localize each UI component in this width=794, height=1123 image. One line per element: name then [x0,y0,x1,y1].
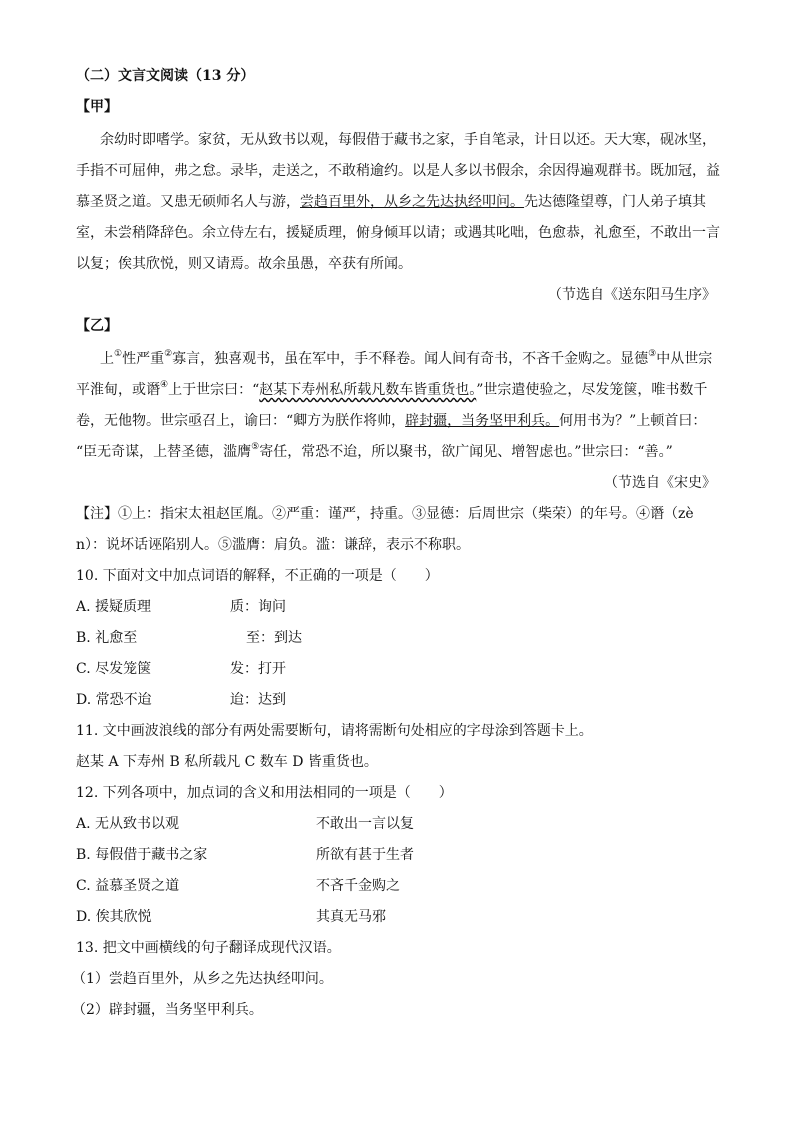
passage-jia-label: 【甲】 [76,99,118,115]
question-10-option-d-gloss: 迨：达到 [230,692,286,708]
question-12-stem: 12. 下列各项中，加点词的含义和用法相同的一项是（ ） [76,785,453,801]
question-10-option-b: B. 礼愈至 [76,630,138,646]
passage-jia-line: 手指不可屈伸，弗之怠。录毕，走送之，不敢稍逾约。以是人多以书假余，余因得遍观群书。既加冠，益 [76,163,720,179]
question-12-option-c: C. 益慕圣贤之道 [76,878,180,894]
passage-text: 中从世宗 [656,351,713,367]
question-10-option-b-gloss: 至：到达 [246,630,302,646]
passage-yi-line [76,411,706,431]
underlined-sentence-2: 辟封疆，当务坚甲利兵。 [405,413,560,429]
passage-text: 慕圣贤之道。又患无硕师名人与游， [76,194,300,210]
question-11-text: 赵某 A 下寿州 B 私所载凡 C 数车 D 皆重货也。 [76,754,378,770]
notes-line: 【注】①上：指宋太祖赵匡胤。②严重：谨严，持重。③显德：后周世宗（柴荣）的年号。④谮（zè [76,506,694,522]
passage-text: “臣无奇谋，上替圣德，滥膺 [76,444,252,460]
note-marker: ⑤ [251,442,260,452]
question-10-option-d: D. 常恐不迨 [76,692,152,708]
note-marker: ④ [160,380,169,390]
question-10-option-c-gloss: 发：打开 [230,661,286,677]
passage-jia-line [76,192,706,212]
passage-text: 何用书为？”上顿首曰： [559,413,707,429]
note-marker: ① [114,349,123,359]
notes-line: n）：说坏话诬陷别人。⑤滥膺：肩负。滥：谦辞，表示不称职。 [76,537,471,553]
question-11-stem: 11. 文中画波浪线的部分有两处需要断句，请将需断句处相应的字母涂到答题卡上。 [76,723,593,739]
question-12-option-b: B. 每假借于藏书之家 [76,847,208,863]
passage-yi-label: 【乙】 [76,318,118,334]
passage-text: ”世宗遣使验之，尽发笼箧，唯书数千 [476,382,708,398]
question-12-option-a-compare: 不敢出一言以复 [316,816,414,832]
question-13-stem: 13. 把文中画横线的句子翻译成现代汉语。 [76,940,341,956]
passage-jia-line: 室，未尝稍降辞色。余立侍左右，援疑质理，俯身倾耳以请；或遇其叱咄，色愈恭，礼愈至，不敢出一言 [76,225,720,241]
section-title: （二）文言文阅读（13 分） [76,68,255,84]
passage-text: 先达德隆望尊，门人弟子填其 [524,194,706,210]
passage-text: 性严重 [122,351,165,367]
wavy-underlined-sentence: 赵某下寿州私所载凡数车皆重货也。 [259,382,477,398]
question-10-stem: 10. 下面对文中加点词语的解释，不正确的一项是（ ） [76,568,439,584]
passage-jia-line: 余幼时即嗜学。家贫，无从致书以观，每假借于藏书之家，手自笔录，计日以还。天大寒，砚冰坚， [100,132,716,148]
question-13-item-2: （2）辟封疆，当务坚甲利兵。 [72,1002,263,1018]
question-12-option-c-compare: 不吝千金购之 [316,878,400,894]
passage-text: 平淮甸，或谮 [76,382,160,398]
passage-text: 上于世宗曰：“ [168,382,260,398]
question-10-option-a: A. 援疑质理 [76,599,152,615]
underlined-sentence-1: 尝趋百里外，从乡之先达执经叩问。 [300,194,524,210]
note-marker: ③ [648,349,657,359]
question-12-option-d: D. 俟其欣悦 [76,909,152,925]
passage-text: 寡言，独喜观书，虽在军中，手不释卷。闻人间有奇书，不吝千金购之。显德 [172,351,649,367]
question-12-option-a: A. 无从致书以观 [76,816,180,832]
note-marker: ② [164,349,173,359]
question-10-option-c: C. 尽发笼箧 [76,661,152,677]
question-13-item-1: （1）尝趋百里外，从乡之先达执经叩问。 [72,971,333,987]
passage-jia-source: （节选自《送东阳马生序》 [548,287,716,303]
passage-yi-line [76,442,673,462]
passage-yi-source: （节选自《宋史》 [604,475,716,491]
passage-jia-line: 以复；俟其欣悦，则又请焉。故余虽愚，卒获有所闻。 [76,256,412,272]
passage-yi-line [76,380,707,400]
passage-text: 上 [100,351,114,367]
question-12-option-d-compare: 其真无马邪 [316,909,386,925]
passage-text: 寄任，常恐不迨，所以聚书，欲广闻见、增智虑也。”世宗曰：“善。” [259,444,673,460]
question-12-option-b-compare: 所欲有甚于生者 [316,847,414,863]
passage-yi-line [100,349,712,369]
question-10-option-a-gloss: 质：询问 [230,599,286,615]
passage-text: 卷，无他物。世宗亟召上，谕曰：“卿方为朕作将帅， [76,413,406,429]
